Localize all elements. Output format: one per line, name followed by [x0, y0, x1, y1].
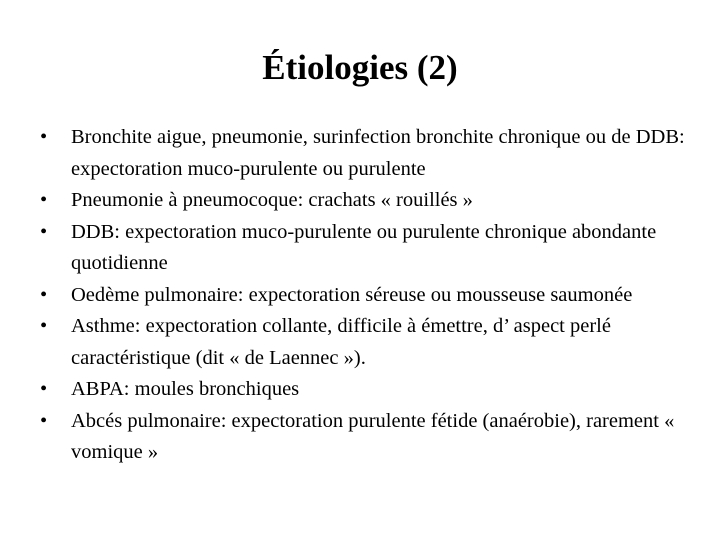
bullet-text: Pneumonie à pneumocoque: crachats « rouillés » — [71, 189, 473, 211]
bullet-icon: • — [40, 220, 48, 243]
bullet-icon: • — [40, 126, 48, 148]
bullet-text: Abcés pulmonaire: expectoration purulente fétide (anaérobie), rarement « vomique » — [71, 409, 675, 463]
list-item — [40, 311, 700, 374]
list-item — [40, 406, 700, 469]
bullet-list — [40, 122, 700, 469]
list-item — [40, 280, 700, 312]
bullet-icon: • — [40, 283, 48, 306]
list-item — [40, 374, 700, 406]
list-item — [40, 122, 700, 185]
bullet-text: ABPA: moules bronchiques — [71, 378, 300, 400]
bullet-icon: • — [40, 315, 48, 337]
bullet-icon: • — [40, 189, 48, 211]
bullet-icon: • — [40, 378, 48, 400]
bullet-text: Bronchite aigue, pneumonie, surinfection bronchite chronique ou de DDB: expectoration muco-purulente ou purulente — [71, 126, 685, 180]
list-item — [40, 185, 700, 217]
bullet-icon: • — [40, 409, 48, 432]
bullet-text: Asthme: expectoration collante, difficile à émettre, d’ aspect perlé caractéristique (dit « de Laennec »). — [71, 315, 611, 369]
list-item — [40, 217, 700, 280]
slide-title: Étiologies (2) — [262, 48, 458, 87]
bullet-text: Oedème pulmonaire: expectoration séreuse ou mousseuse saumonée — [71, 283, 633, 306]
bullet-text: DDB: expectoration muco-purulente ou purulente chronique abondante quotidienne — [71, 220, 657, 274]
